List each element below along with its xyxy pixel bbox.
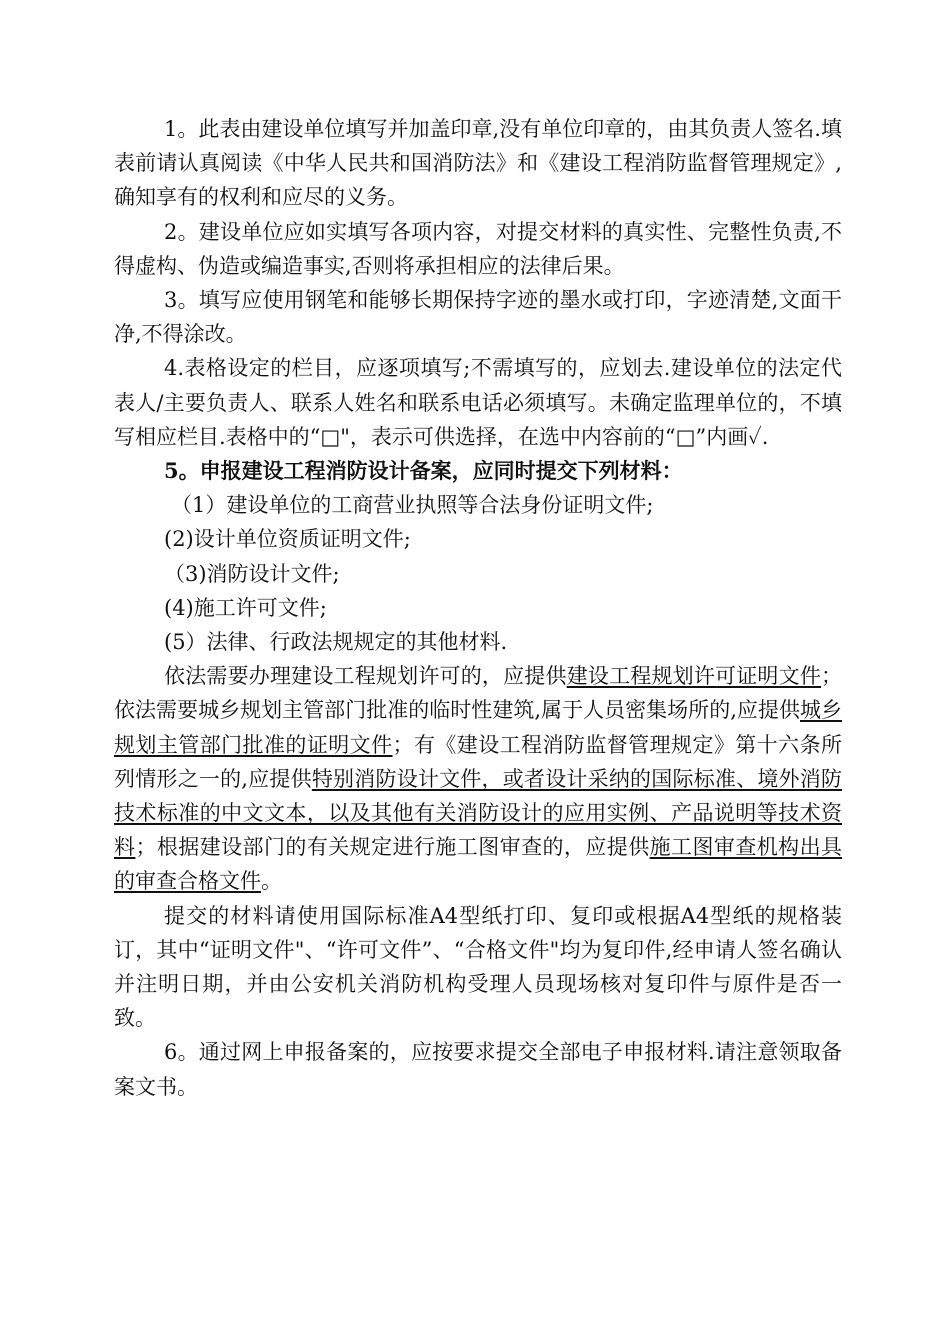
- underlined-document-name: 施工图审查机构出具的审查合格文件: [114, 835, 843, 894]
- material-item: （3)消防设计文件;: [164, 561, 340, 586]
- underlined-document-name: 城乡规划主管部门批准的证明文件: [114, 698, 843, 757]
- text-segment: 依法需要办理建设工程规划许可的，应提供: [164, 664, 567, 689]
- text-segment: ；依法需要城乡规划主管部门批准的临时性建筑,属于人员密集场所的,应提供: [114, 664, 843, 723]
- note-1: 1。此表由建设单位填写并加盖印章,没有单位印章的，由其负责人签名.填表前请认真阅读《中华人民共和国消防法》和《建设工程消防监督管理规定》,确知享有的权利和应尽的义务。: [114, 117, 842, 210]
- note-3: 3。填写应使用钢笔和能够长期保持字迹的墨水或打印，字迹清楚,文面干净,不得涂改。: [114, 288, 842, 347]
- text-segment: ；根据建设部门的有关规定进行施工图审查的，应提供: [135, 835, 650, 860]
- material-item: (5）法律、行政法规规定的其他材料.: [164, 630, 508, 655]
- material-item: (4)施工许可文件;: [164, 595, 327, 620]
- underlined-document-name: 特别消防设计文件，或者设计采纳的国际标准、境外消防技术标准的中文文本，以及其他有关消防设计的应用实例、产品说明等技术资料: [114, 766, 842, 860]
- note-5-submission: 提交的材料请使用国际标准A4型纸打印、复印或根据A4型纸的规格装订，其中“证明文件"、“许可文件”、“合格文件"均为复印件,经申请人签名确认并注明日期，并由公安机关消防机构受理人员现场核对复印件与原件是否一致。: [114, 903, 842, 1031]
- note-6: 6。通过网上申报备案的，应按要求提交全部电子申报材料.请注意领取备案文书。: [114, 1040, 842, 1099]
- note-5-requirements: [114, 659, 842, 898]
- note-5-heading: 5。申报建设工程消防设计备案，应同时提交下列材料：: [164, 458, 683, 484]
- underlined-document-name: 建设工程规划许可证明文件: [566, 664, 822, 689]
- text-segment: ；有《建设工程消防监督管理规定》第十六条所列情形之一的,应提供: [114, 732, 842, 791]
- note-2: 2。建设单位应如实填写各项内容，对提交材料的真实性、完整性负责,不得虚构、伪造或编造事实,否则将承担相应的法律后果。: [114, 219, 842, 278]
- text-segment: 。: [261, 869, 282, 894]
- material-item: (2)设计单位资质证明文件;: [164, 527, 411, 552]
- instructions-page: [114, 112, 842, 1104]
- note-4: 4.表格设定的栏目，应逐项填写;不需填写的，应划去.建设单位的法定代表人/主要负责人、联系人姓名和联系电话必须填写。未确定监理单位的，不填写相应栏目.表格中的“□"，表示可供选择，在选中内容前的“□”内画✓.: [114, 356, 842, 449]
- material-item: （1）建设单位的工商营业执照等合法身份证明文件;: [171, 493, 654, 518]
